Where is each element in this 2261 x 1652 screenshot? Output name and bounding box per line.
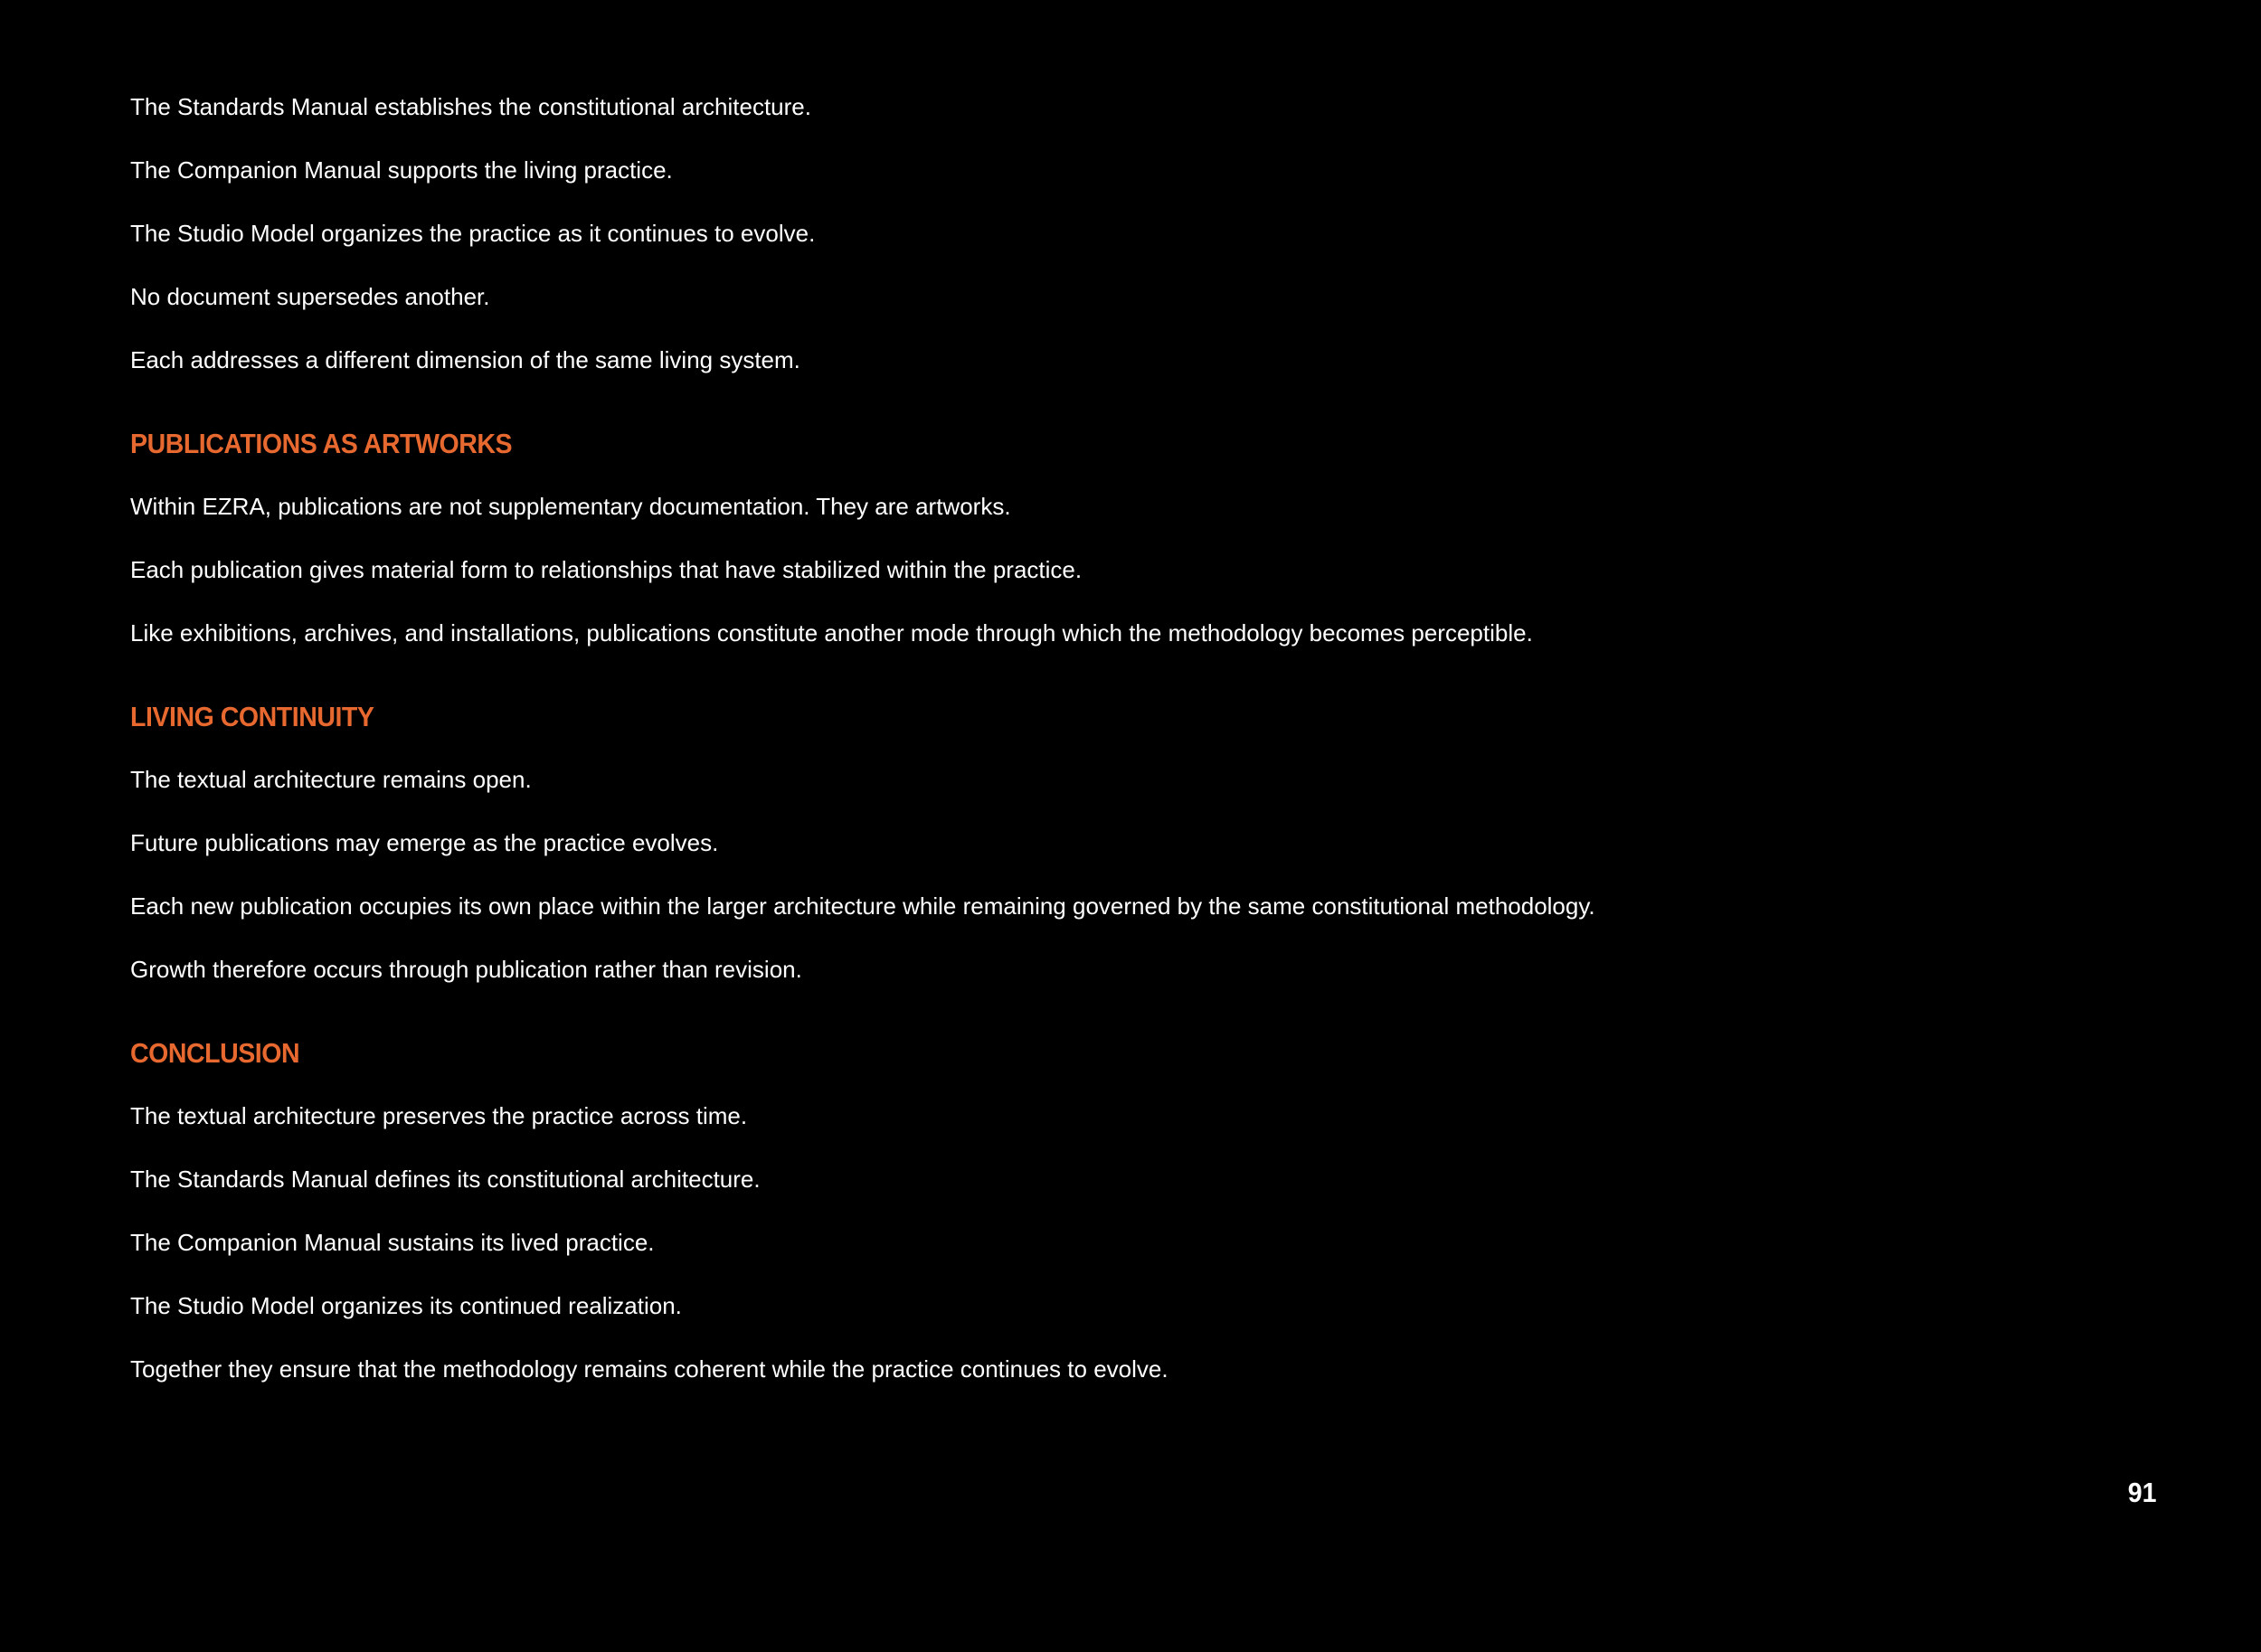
section-paragraph: Future publications may emerge as the practice evolves. [130,829,719,856]
section-paragraph: The textual architecture remains open. [130,766,532,793]
section-paragraph: Within EZRA, publications are not supplementary documentation. They are artworks. [130,493,1011,520]
section-paragraph: Growth therefore occurs through publication rather than revision. [130,956,802,983]
section-paragraph: The Studio Model organizes its continued realization. [130,1292,682,1319]
section-heading-living-continuity: LIVING CONTINUITY [130,701,374,732]
section-paragraph: Each new publication occupies its own place within the larger architecture while remaining governed by the same constitutional methodology. [130,892,1595,920]
intro-paragraph: The Standards Manual establishes the constitutional architecture. [130,93,811,120]
section-paragraph: Each publication gives material form to relationships that have stabilized within the practice. [130,556,1083,583]
intro-paragraph: The Companion Manual supports the living practice. [130,156,673,184]
section-paragraph: The Companion Manual sustains its lived practice. [130,1229,655,1256]
section-paragraph: The textual architecture preserves the practice across time. [130,1102,748,1129]
section-heading-conclusion: CONCLUSION [130,1037,300,1069]
page-number: 91 [2127,1477,2156,1508]
section-paragraph: Like exhibitions, archives, and installations, publications constitute another mode through which the methodology becomes perceptible. [130,619,1533,647]
section-heading-publications-as-artworks: PUBLICATIONS AS ARTWORKS [130,428,513,459]
intro-paragraph: No document supersedes another. [130,283,490,310]
section-paragraph: The Standards Manual defines its constitutional architecture. [130,1166,761,1193]
page-content [130,94,2029,1420]
section-paragraph: Together they ensure that the methodology remains coherent while the practice continues to evolve. [130,1355,1168,1383]
intro-paragraph: The Studio Model organizes the practice as it continues to evolve. [130,220,816,247]
intro-paragraph: Each addresses a different dimension of the same living system. [130,346,800,373]
